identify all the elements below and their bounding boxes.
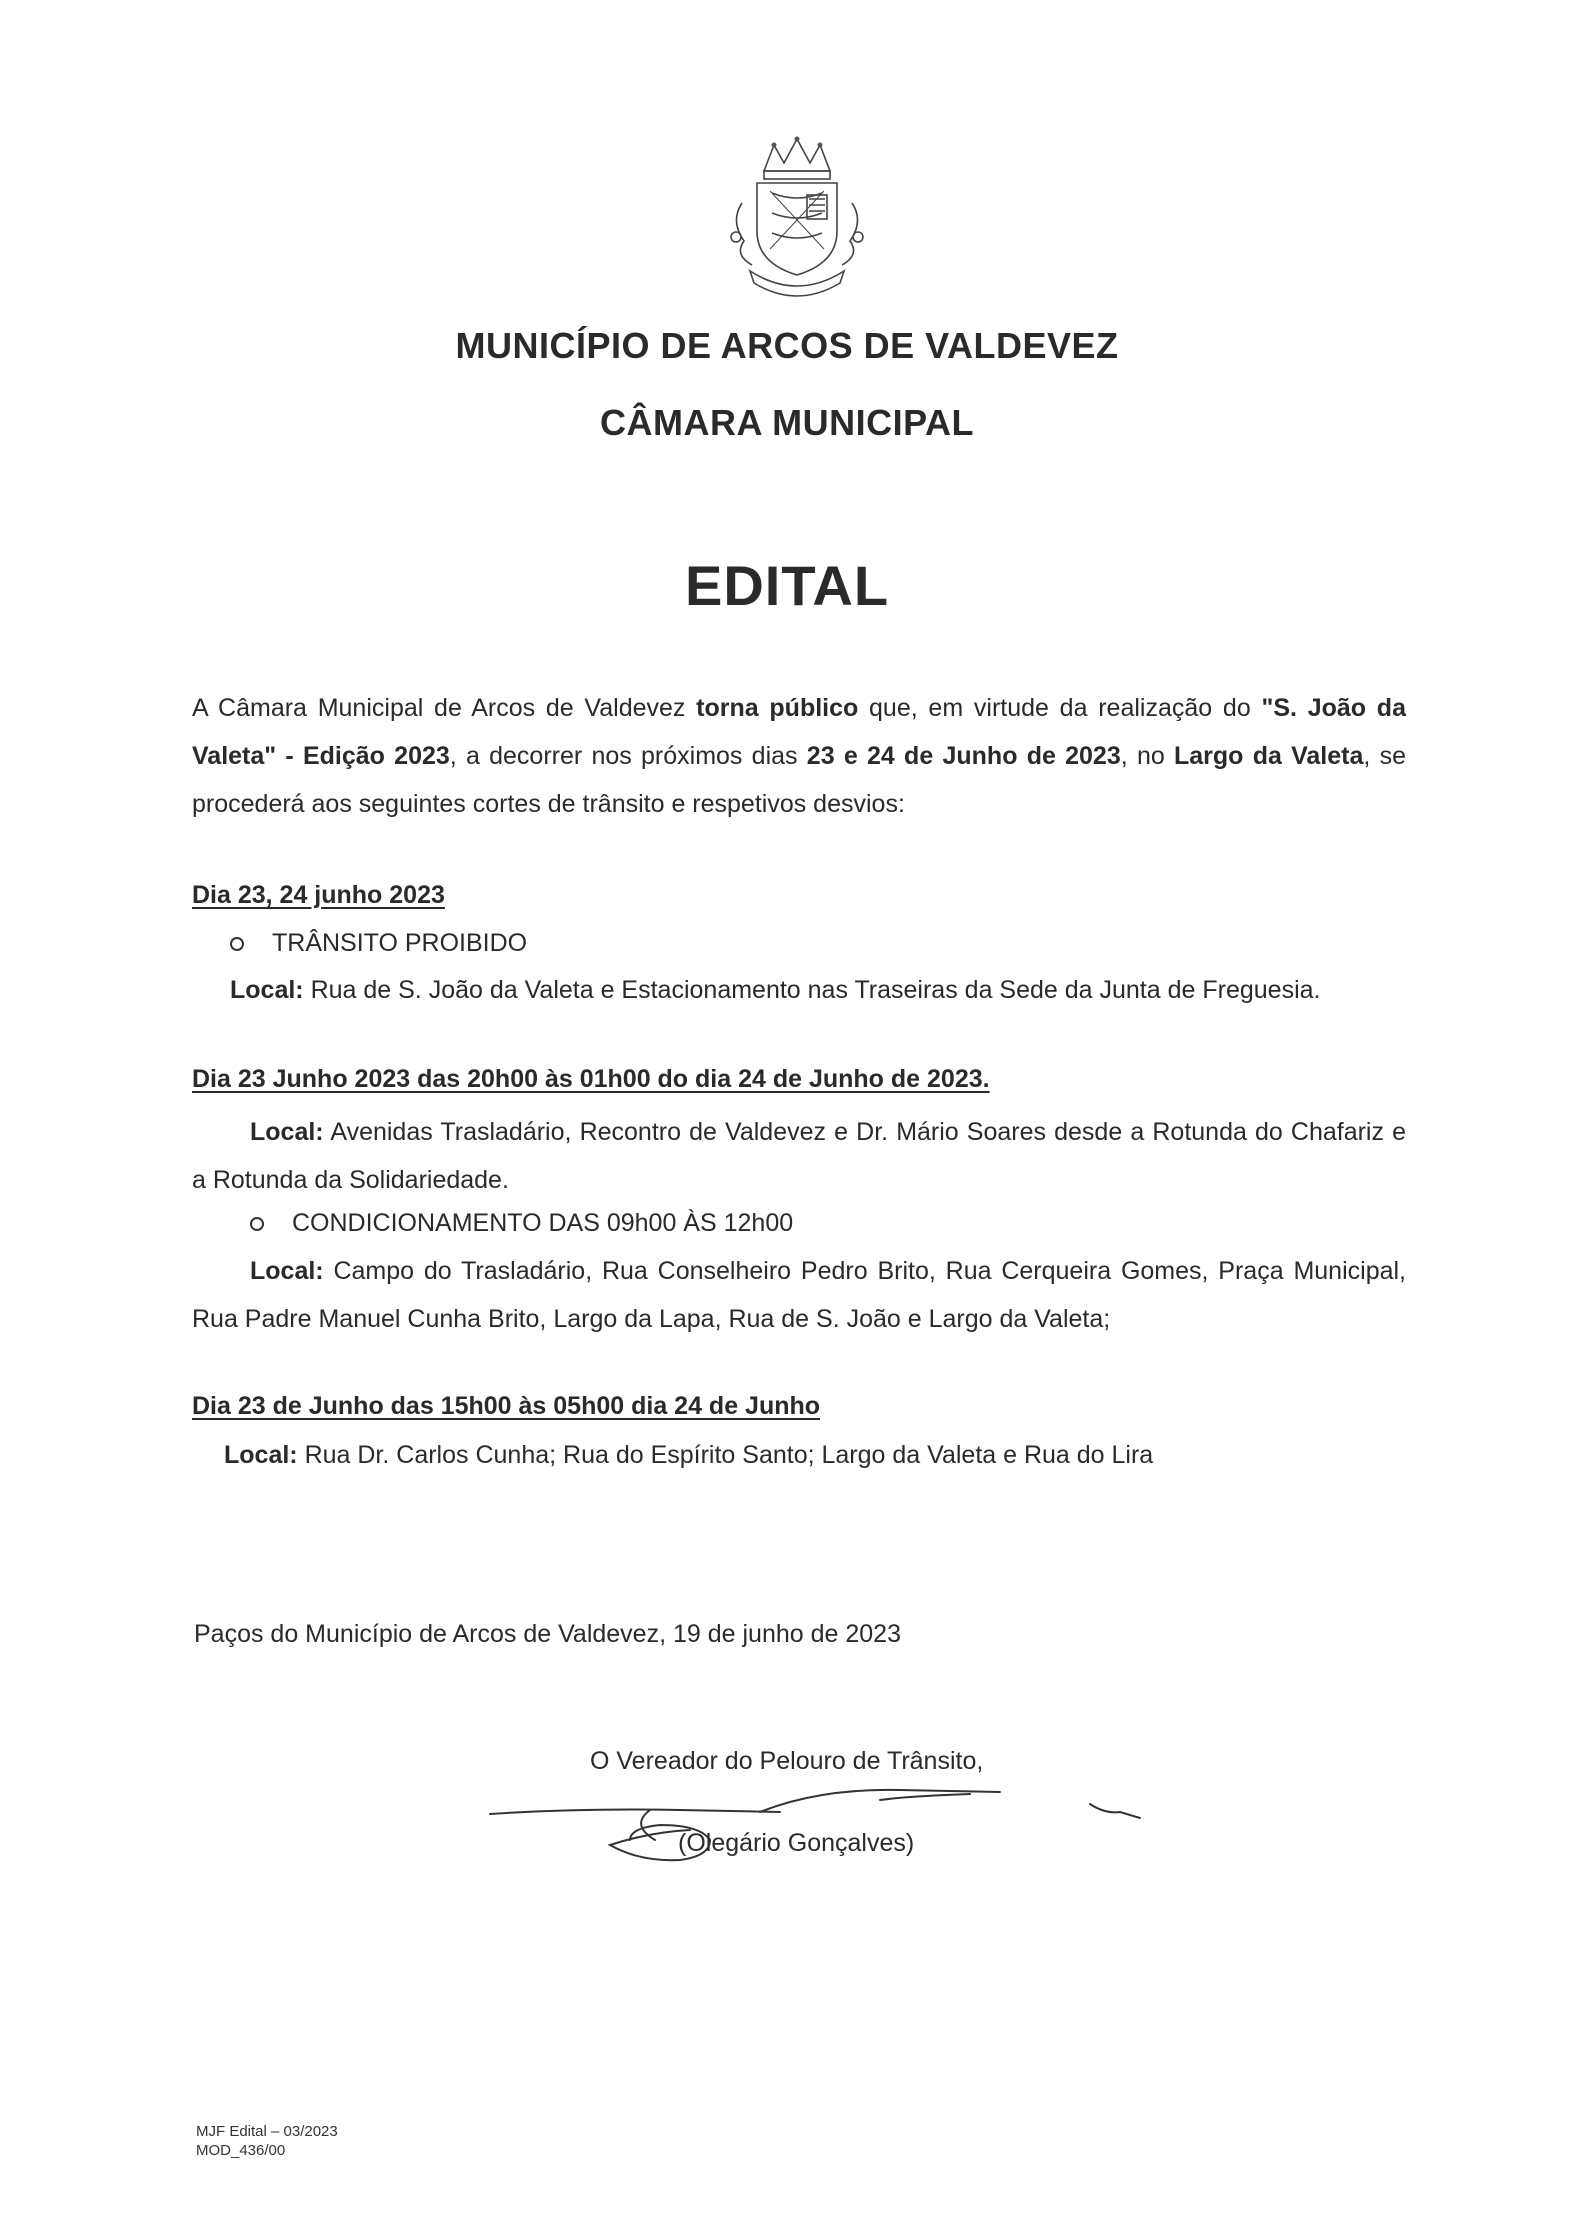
intro-text-3: , a decorrer nos próximos dias [449,742,807,770]
local-label: Local: [230,976,304,1004]
intro-paragraph [192,684,1406,828]
section-1-local [230,972,1320,1008]
section-3-local [224,1437,1153,1473]
footer-model: MOD_436/00 [196,2142,286,2159]
section-1-bullet-text: TRÂNSITO PROIBIDO [272,929,528,957]
section-2-bullet-text: CONDICIONAMENTO DAS 09h00 ÀS 12h00 [292,1209,794,1237]
section-2-bullet-item [250,1205,793,1241]
section-2-local-text: Avenidas Trasladário, Recontro de Valdevez e Dr. Mário Soares desde a Rotunda do Chafariz e a Rotunda da Solidariedade. [192,1118,1406,1194]
intro-bold-2: "S. João da Valeta" - Edição 2023 [192,694,1406,770]
section-2-local-2-text: Campo do Trasladário, Rua Conselheiro Pedro Brito, Rua Cerqueira Gomes, Praça Municipal, Rua Padre Manuel Cunha Brito, Largo da Lapa, Rua de S. João e Largo da Valeta; [192,1257,1406,1333]
section-1-local-text: Rua de S. João da Valeta e Estacionamento nas Traseiras da Sede da Junta de Freguesia. [303,976,1321,1004]
crest-icon [712,133,882,298]
section-1-title: Dia 23, 24 junho 2023 [192,881,445,909]
bullet-icon [230,937,244,951]
document-title: EDITAL [684,554,890,617]
section-2-local-2 [192,1247,1406,1343]
section-1-bullet-item [230,925,527,961]
signatory-name: (Olegário Gonçalves) [678,1829,915,1857]
local-label: Local: [250,1257,324,1285]
section-3-title: Dia 23 de Junho das 15h00 às 05h00 dia 24 de Junho [192,1392,821,1420]
local-label: Local: [224,1441,298,1469]
bullet-icon [250,1217,264,1231]
intro-text-4: , no [1120,742,1174,770]
intro-text-2: que, em virtude da realização do [858,694,1262,722]
place-date: Paços do Município de Arcos de Valdevez, 19 de junho de 2023 [194,1620,901,1648]
section-2-local [192,1108,1406,1204]
local-label: Local: [250,1118,324,1146]
footer-ref: MJF Edital – 03/2023 [196,2123,338,2140]
department-name: CÂMARA MUNICIPAL [600,402,974,443]
intro-bold-4: Largo da Valeta [1174,742,1364,770]
signatory-role: O Vereador do Pelouro de Trânsito, [590,1747,984,1775]
section-2-title: Dia 23 Junho 2023 das 20h00 às 01h00 do dia 24 de Junho de 2023. [192,1065,990,1093]
intro-bold-1: torna público [696,694,859,722]
section-3-local-text: Rua Dr. Carlos Cunha; Rua do Espírito Santo; Largo da Valeta e Rua do Lira [297,1441,1154,1469]
intro-bold-3: 23 e 24 de Junho de 2023 [806,742,1121,770]
document-footer [196,2122,338,2160]
intro-text-5: , se procederá aos seguintes cortes de trânsito e respetivos desvios: [192,742,1406,818]
organization-name: MUNICÍPIO DE ARCOS DE VALDEVEZ [455,325,1119,366]
intro-text-1: A Câmara Municipal de Arcos de Valdevez [192,694,697,722]
